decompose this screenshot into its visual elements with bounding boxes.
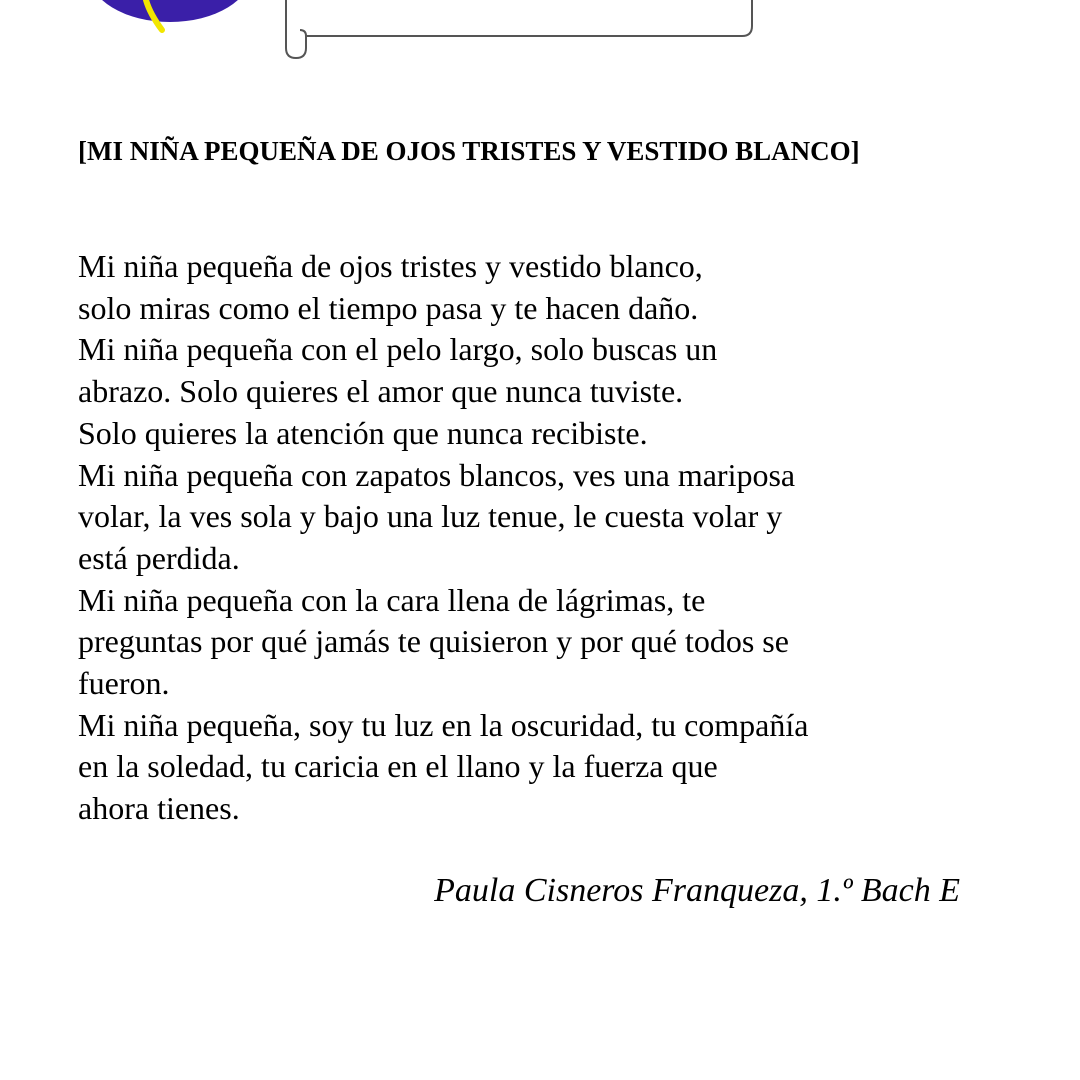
poem-line: Solo quieres la atención que nunca recibiste.	[78, 414, 648, 451]
poem-line: en la soledad, tu caricia en el llano y la fuerza que	[78, 748, 718, 785]
poem-line: Mi niña pequeña con el pelo largo, solo buscas un	[78, 331, 718, 368]
scroll-banner-icon	[280, 0, 760, 60]
poem-line: preguntas por qué jamás te quisieron y por qué todos se	[78, 623, 789, 660]
poem-line: volar, la ves sola y bajo una luz tenue, le cuesta volar y	[78, 498, 783, 535]
poem-line: Mi niña pequeña de ojos tristes y vestido blanco,	[78, 248, 703, 284]
poem-line: ahora tienes.	[78, 790, 240, 827]
school-logo-icon	[0, 0, 260, 40]
poem-line: está perdida.	[78, 539, 240, 576]
poem-body	[78, 246, 1038, 830]
poem-line: fueron.	[78, 665, 170, 702]
author-signature: Paula Cisneros Franqueza, 1.º Bach E	[434, 872, 960, 909]
poem-line: solo miras como el tiempo pasa y te hacen daño.	[78, 289, 699, 326]
poem-line: Mi niña pequeña, soy tu luz en la oscuridad, tu compañía	[78, 706, 809, 743]
poem-line: Mi niña pequeña con la cara llena de lágrimas, te	[78, 581, 706, 618]
poem-line: Mi niña pequeña con zapatos blancos, ves una mariposa	[78, 456, 796, 493]
poem-title: [MI NIÑA PEQUEÑA DE OJOS TRISTES Y VESTIDO BLANCO]	[78, 136, 860, 166]
poem-line: abrazo. Solo quieres el amor que nunca tuviste.	[78, 373, 684, 410]
